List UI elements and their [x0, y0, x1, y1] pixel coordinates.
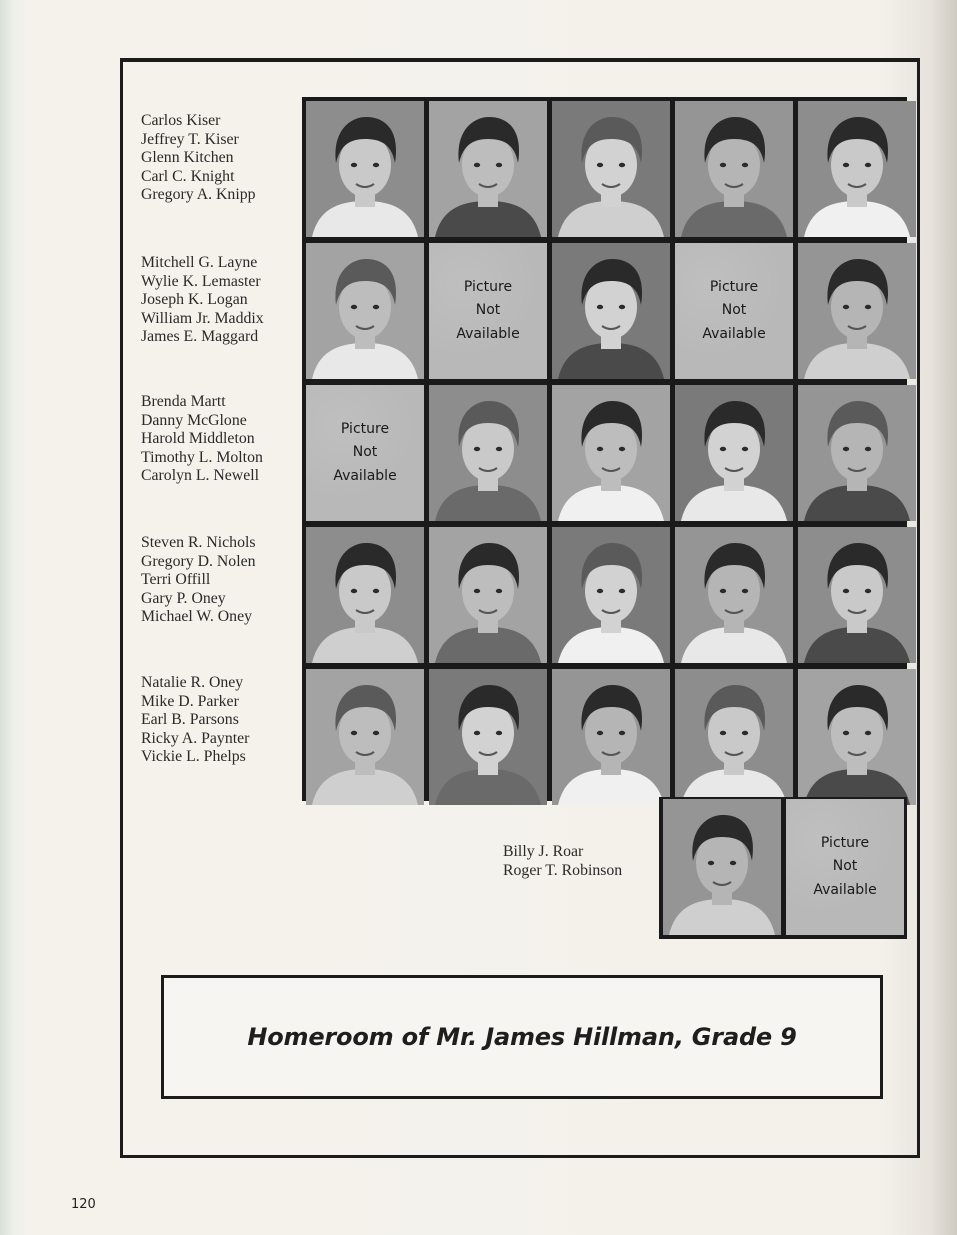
- photo-grid: [302, 97, 907, 801]
- student-portrait: [306, 243, 424, 379]
- names-row-5: [141, 674, 249, 767]
- student-name: Glenn Kitchen: [141, 149, 234, 167]
- placeholder-text: [679, 276, 789, 347]
- placeholder-line-1: Picture: [340, 420, 390, 437]
- student-name: Danny McGlone: [141, 411, 247, 429]
- placeholder-line-2: Not: [352, 444, 378, 461]
- student-name: Brenda Martt: [141, 393, 226, 410]
- student-name: Wylie K. Lemaster: [141, 272, 261, 290]
- placeholder-line-3: Available: [813, 881, 877, 898]
- placeholder-line-3: Available: [456, 325, 520, 342]
- student-portrait: [429, 101, 547, 237]
- placeholder-text: [310, 418, 420, 489]
- student-portrait: [675, 527, 793, 663]
- student-name: Terri Offill: [141, 571, 211, 589]
- names-row-3: [141, 393, 263, 486]
- picture-not-available: [675, 243, 793, 379]
- student-name: Jeffrey T. Kiser: [141, 130, 239, 148]
- student-portrait: [798, 385, 916, 521]
- placeholder-line-2: Not: [832, 858, 858, 875]
- page-number: 120: [71, 1197, 96, 1212]
- photo-grid-extra: [659, 797, 907, 939]
- student-portrait: [552, 669, 670, 805]
- student-portrait: [552, 101, 670, 237]
- student-name: Harold Middleton: [141, 430, 255, 448]
- student-name: Roger T. Robinson: [503, 861, 623, 879]
- student-name: Natalie R. Oney: [141, 674, 244, 691]
- student-name: Gregory D. Nolen: [141, 552, 256, 570]
- names-row-6: [503, 843, 622, 880]
- placeholder-line-2: Not: [475, 302, 501, 319]
- student-name: Gary P. Oney: [141, 589, 226, 607]
- picture-not-available: [306, 385, 424, 521]
- picture-not-available: [429, 243, 547, 379]
- student-name: Ricky A. Paynter: [141, 729, 250, 747]
- student-name: Carlos Kiser: [141, 112, 221, 129]
- student-name: Michael W. Oney: [141, 608, 252, 626]
- names-row-2: [141, 254, 264, 347]
- student-portrait: [552, 385, 670, 521]
- student-name: Billy J. Roar: [503, 843, 584, 860]
- student-portrait: [306, 101, 424, 237]
- student-portrait: [429, 385, 547, 521]
- placeholder-line-3: Available: [702, 325, 766, 342]
- student-portrait: [675, 385, 793, 521]
- student-name: Carolyn L. Newell: [141, 467, 260, 485]
- student-name: James E. Maggard: [141, 328, 259, 346]
- names-row-1: [141, 112, 256, 205]
- student-portrait: [663, 799, 781, 935]
- names-row-4: [141, 534, 256, 627]
- placeholder-line-1: Picture: [463, 278, 513, 295]
- student-portrait: [798, 243, 916, 379]
- student-name: Mike D. Parker: [141, 692, 239, 710]
- student-name: Gregory A. Knipp: [141, 186, 256, 204]
- student-portrait: [798, 669, 916, 805]
- student-portrait: [306, 527, 424, 663]
- student-portrait: [306, 669, 424, 805]
- student-portrait: [798, 101, 916, 237]
- student-portrait: [675, 101, 793, 237]
- student-name: William Jr. Maddix: [141, 309, 264, 327]
- student-name: Mitchell G. Layne: [141, 254, 258, 271]
- placeholder-line-1: Picture: [820, 834, 870, 851]
- student-name: Joseph K. Logan: [141, 291, 248, 309]
- homeroom-title: Homeroom of Mr. James Hillman, Grade 9: [247, 1023, 797, 1051]
- student-portrait: [675, 669, 793, 805]
- student-portrait: [552, 243, 670, 379]
- student-name: Vickie L. Phelps: [141, 748, 246, 766]
- homeroom-title-box: [161, 975, 883, 1099]
- picture-not-available: [786, 799, 904, 935]
- student-name: Carl C. Knight: [141, 167, 235, 185]
- placeholder-line-1: Picture: [709, 278, 759, 295]
- student-portrait: [552, 527, 670, 663]
- student-portrait: [429, 527, 547, 663]
- student-name: Earl B. Parsons: [141, 711, 239, 729]
- student-portrait: [798, 527, 916, 663]
- student-portrait: [429, 669, 547, 805]
- student-name: Timothy L. Molton: [141, 448, 263, 466]
- placeholder-line-3: Available: [333, 467, 397, 484]
- placeholder-line-2: Not: [721, 302, 747, 319]
- placeholder-text: [433, 276, 543, 347]
- placeholder-text: [790, 832, 900, 903]
- student-name: Steven R. Nichols: [141, 534, 256, 551]
